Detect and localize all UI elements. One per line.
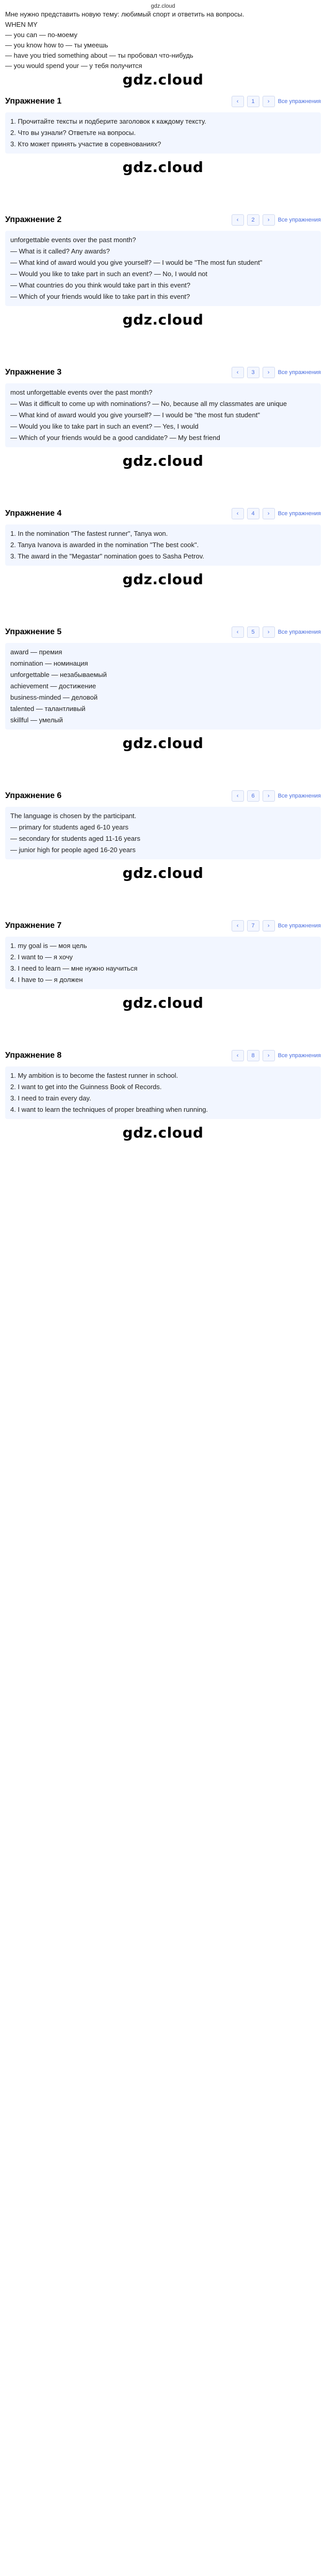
- exercise-number[interactable]: 7: [247, 920, 259, 931]
- intro-line: Мне нужно представить новую тему: любимый спорт и ответить на вопросы.: [5, 10, 244, 18]
- exercise-title: Упражнение 8: [5, 1051, 62, 1060]
- exercise-line: — secondary for students aged 11-16 years: [10, 835, 140, 842]
- next-button[interactable]: ›: [263, 626, 275, 638]
- exercise-line: — Which of your friends would be a good candidate? — My best friend: [10, 434, 220, 442]
- exercise-line: — primary for students aged 6-10 years: [10, 823, 129, 831]
- next-button[interactable]: ›: [263, 214, 275, 226]
- prev-button[interactable]: ‹: [232, 920, 244, 931]
- exercise-header: [5, 788, 321, 804]
- all-exercises-link[interactable]: Все упражнения: [278, 923, 321, 929]
- exercise-controls: [232, 367, 321, 378]
- exercise-body: [5, 383, 321, 447]
- all-exercises-link[interactable]: Все упражнения: [278, 369, 321, 376]
- exercise-body: [5, 112, 321, 154]
- exercise-controls: [232, 790, 321, 802]
- exercise-line: — Would you like to take part in such an event? — Yes, I would: [10, 422, 199, 430]
- watermark: gdz.cloud: [122, 452, 204, 469]
- exercise-number[interactable]: 8: [247, 1050, 259, 1061]
- exercise-title: Упражнение 6: [5, 791, 62, 800]
- exercise-line: 2. I want to — я хочу: [10, 953, 73, 961]
- prev-button[interactable]: ‹: [232, 508, 244, 519]
- exercise-line: — What countries do you think would take part in this event?: [10, 281, 191, 289]
- exercise-number[interactable]: 1: [247, 96, 259, 107]
- spacer: [0, 176, 326, 207]
- all-exercises-link[interactable]: Все упражнения: [278, 793, 321, 799]
- exercise-line: 3. Кто может принять участие в соревнованиях?: [10, 140, 161, 148]
- watermark: gdz.cloud: [122, 71, 204, 88]
- exercise-line: 2. Что вы узнали? Ответьте на вопросы.: [10, 129, 136, 137]
- exercise-number[interactable]: 2: [247, 214, 259, 226]
- exercise-body: [5, 1066, 321, 1119]
- next-button[interactable]: ›: [263, 96, 275, 107]
- exercise-line: talented — талантливый: [10, 705, 86, 713]
- exercise-line: — What kind of award would you give yourself? — I would be "the most fun student": [10, 411, 260, 419]
- watermark: gdz.cloud: [122, 311, 204, 328]
- exercise-title: Упражнение 1: [5, 97, 62, 106]
- exercise-body: [5, 524, 321, 566]
- all-exercises-link[interactable]: Все упражнения: [278, 1053, 321, 1059]
- exercise-line: 3. I need to train every day.: [10, 1094, 91, 1102]
- exercise-line: 1. my goal is — моя цель: [10, 942, 87, 950]
- watermark: gdz.cloud: [122, 159, 204, 176]
- exercise-header: [5, 365, 321, 380]
- exercise-controls: [232, 214, 321, 226]
- next-button[interactable]: ›: [263, 1050, 275, 1061]
- all-exercises-link[interactable]: Все упражнения: [278, 98, 321, 105]
- exercise-line: 3. The award in the "Megastar" nomination goes to Sasha Petrov.: [10, 552, 204, 560]
- exercise-line: 1. My ambition is to become the fastest runner in school.: [10, 1072, 178, 1079]
- spacer: [0, 329, 326, 360]
- exercise-line: most unforgettable events over the past month?: [10, 388, 153, 396]
- prev-button[interactable]: ‹: [232, 1050, 244, 1061]
- prev-button[interactable]: ‹: [232, 790, 244, 802]
- exercise-number[interactable]: 6: [247, 790, 259, 802]
- spacer: [0, 470, 326, 501]
- intro-line: — have you tried something about — ты пробовал что-нибудь: [5, 52, 193, 59]
- prev-button[interactable]: ‹: [232, 96, 244, 107]
- spacer: [0, 1012, 326, 1043]
- exercise-header: [5, 212, 321, 228]
- intro-line: — you know how to — ты умеешь: [5, 41, 108, 49]
- exercise-line: — What is it called? Any awards?: [10, 247, 110, 255]
- exercise-line: unforgettable events over the past month?: [10, 236, 136, 244]
- exercise-header: [5, 624, 321, 640]
- exercise-line: — Would you like to take part in such an event? — No, I would not: [10, 270, 208, 278]
- spacer: [0, 752, 326, 783]
- exercise-title: Упражнение 4: [5, 509, 62, 518]
- exercise-body: [5, 231, 321, 306]
- exercise-body: [5, 807, 321, 859]
- exercise-line: — What kind of award would you give yourself? — I would be "The most fun student": [10, 259, 263, 266]
- exercise-title: Упражнение 5: [5, 628, 62, 636]
- prev-button[interactable]: ‹: [232, 626, 244, 638]
- exercise-line: unforgettable — незабываемый: [10, 671, 107, 679]
- spacer: [0, 588, 326, 619]
- exercise-body: [5, 643, 321, 730]
- watermark: gdz.cloud: [122, 994, 204, 1011]
- exercise-number[interactable]: 4: [247, 508, 259, 519]
- exercise-controls: [232, 1050, 321, 1061]
- exercise-controls: [232, 626, 321, 638]
- exercise-line: 1. Прочитайте тексты и подберите заголовок к каждому тексту.: [10, 117, 206, 125]
- next-button[interactable]: ›: [263, 920, 275, 931]
- exercise-line: The language is chosen by the participant.: [10, 812, 137, 820]
- exercise-header: [5, 918, 321, 934]
- exercise-line: — Was it difficult to come up with nominations? — No, because all my classmates are unique: [10, 400, 287, 408]
- all-exercises-link[interactable]: Все упражнения: [278, 217, 321, 223]
- exercise-title: Упражнение 3: [5, 368, 62, 377]
- exercise-line: 1. In the nomination "The fastest runner", Tanya won.: [10, 530, 168, 537]
- exercise-header: [5, 94, 321, 109]
- exercise-line: achievement — достижение: [10, 682, 96, 690]
- exercise-line: 3. I need to learn — мне нужно научиться: [10, 964, 138, 972]
- exercise-number[interactable]: 3: [247, 367, 259, 378]
- exercise-title: Упражнение 7: [5, 921, 62, 930]
- next-button[interactable]: ›: [263, 367, 275, 378]
- intro-line: — you would spend your — у тебя получится: [5, 62, 142, 70]
- prev-button[interactable]: ‹: [232, 367, 244, 378]
- spacer: [0, 882, 326, 913]
- top-watermark: gdz.cloud: [151, 3, 175, 9]
- all-exercises-link[interactable]: Все упражнения: [278, 629, 321, 635]
- exercise-body: [5, 937, 321, 989]
- watermark: gdz.cloud: [122, 571, 204, 588]
- exercise-header: [5, 1048, 321, 1063]
- exercise-line: award — премия: [10, 648, 62, 656]
- exercise-controls: [232, 508, 321, 519]
- intro-line: WHEN MY: [5, 21, 38, 28]
- exercise-line: skillful — умелый: [10, 716, 63, 724]
- exercise-header: [5, 506, 321, 521]
- exercise-controls: [232, 96, 321, 107]
- exercise-line: 2. Tanya Ivanova is awarded in the nomination "The best cook".: [10, 541, 199, 549]
- exercise-controls: [232, 920, 321, 931]
- next-button[interactable]: ›: [263, 790, 275, 802]
- exercise-line: nomination — номинация: [10, 659, 88, 667]
- watermark: gdz.cloud: [122, 735, 204, 752]
- watermark: gdz.cloud: [122, 865, 204, 882]
- next-button[interactable]: ›: [263, 508, 275, 519]
- exercise-line: 4. I have to — я должен: [10, 976, 83, 984]
- exercise-line: — junior high for people aged 16-20 years: [10, 846, 136, 854]
- exercise-line: — Which of your friends would like to take part in this event?: [10, 293, 190, 300]
- intro-line: — you can — по-моему: [5, 31, 77, 39]
- all-exercises-link[interactable]: Все упражнения: [278, 511, 321, 517]
- exercise-number[interactable]: 5: [247, 626, 259, 638]
- exercise-line: 4. I want to learn the techniques of proper breathing when running.: [10, 1106, 208, 1113]
- watermark: gdz.cloud: [122, 1124, 204, 1141]
- prev-button[interactable]: ‹: [232, 214, 244, 226]
- exercise-line: business-minded — деловой: [10, 693, 98, 701]
- exercise-line: 2. I want to get into the Guinness Book of Records.: [10, 1083, 162, 1091]
- exercise-title: Упражнение 2: [5, 215, 62, 224]
